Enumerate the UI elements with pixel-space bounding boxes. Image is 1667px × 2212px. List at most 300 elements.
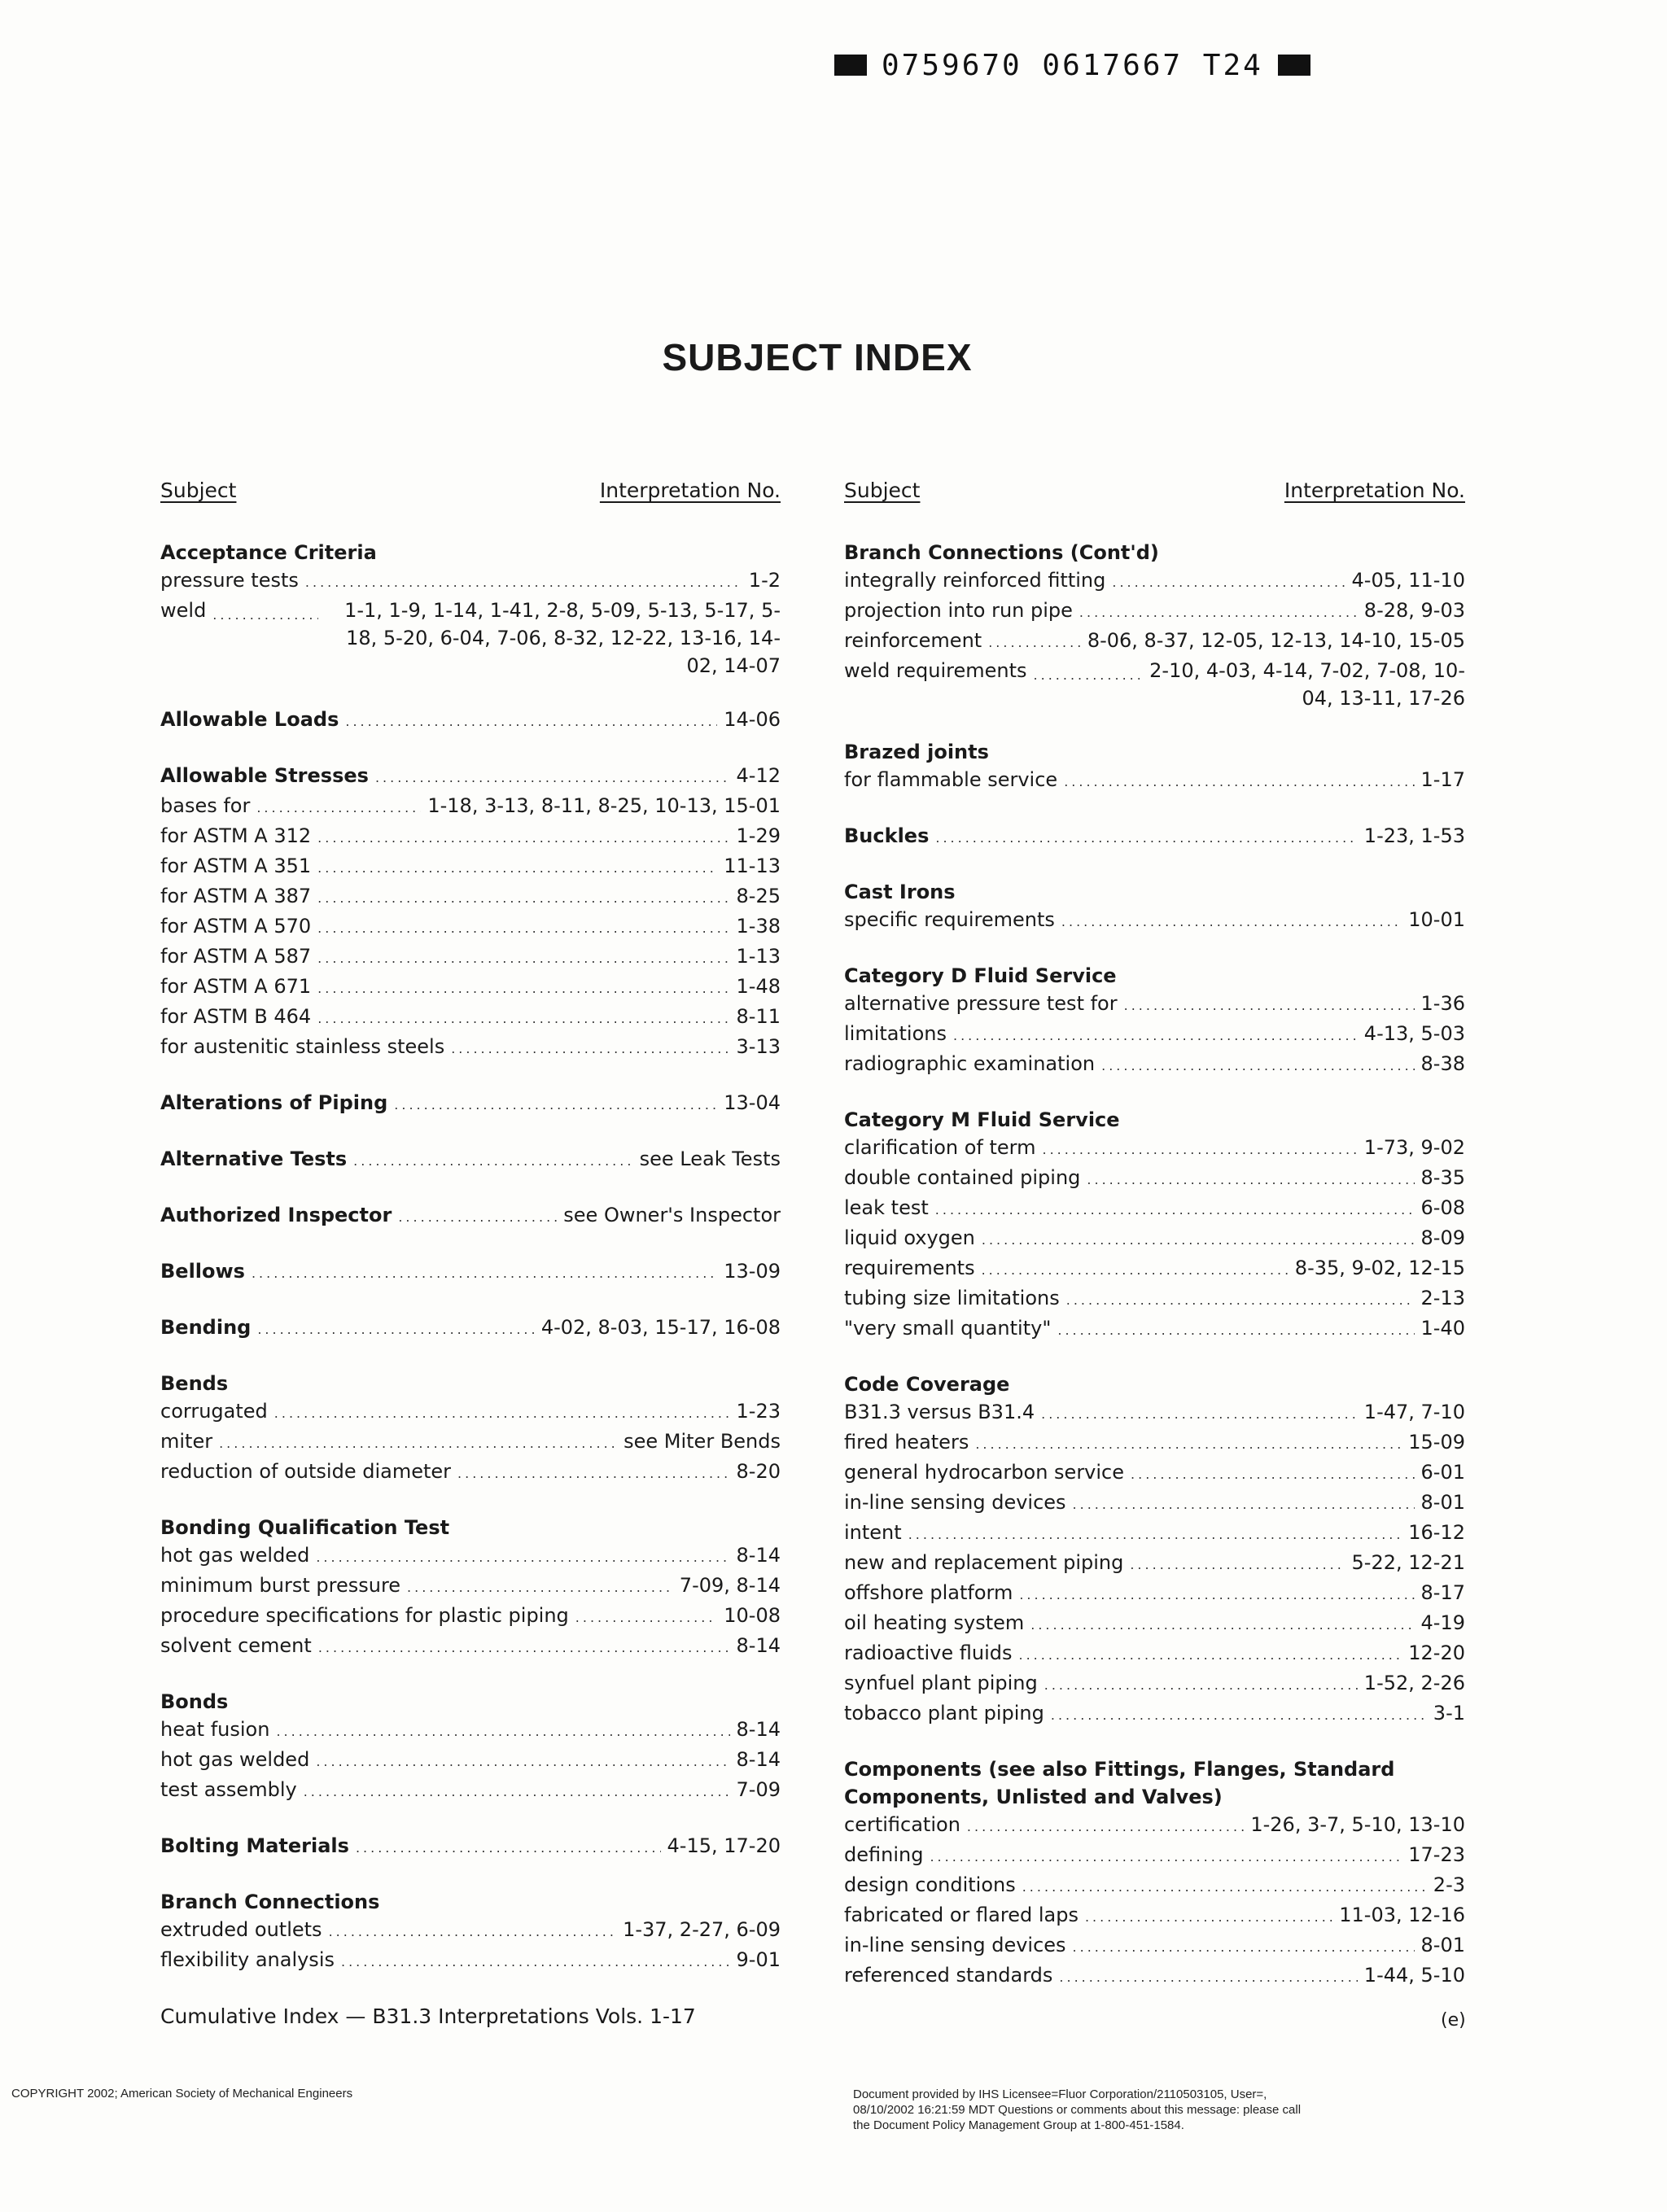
index-entry <box>160 1458 781 1488</box>
entry-label: solvent cement <box>160 1634 312 1657</box>
provider-line: Document provided by IHS Licensee=Fluor Corporation/2110503105, User=, <box>853 2087 1267 2101</box>
entry-label: Bending <box>160 1316 252 1339</box>
dot-leader <box>935 824 1357 852</box>
dot-leader <box>316 1544 729 1572</box>
index-heading: Acceptance Criteria <box>160 541 377 564</box>
entry-interpretation-numbers: see Owner's Inspector <box>563 1204 781 1226</box>
index-entry <box>160 1776 781 1806</box>
index-entry <box>844 906 1465 936</box>
index-entry <box>844 1549 1465 1579</box>
dot-leader <box>317 915 729 942</box>
entry-label: for ASTM A 387 <box>160 885 312 907</box>
index-heading-entry <box>160 762 781 792</box>
dot-leader <box>345 708 717 736</box>
index-entry <box>160 1716 781 1746</box>
entry-label: alternative pressure test for <box>844 992 1118 1015</box>
dot-leader <box>1043 1136 1358 1164</box>
index-section <box>160 1688 781 1806</box>
entry-interpretation-numbers: 2-3 <box>1433 1873 1465 1896</box>
entry-label: procedure specifications for plastic piping <box>160 1604 569 1627</box>
dot-leader <box>1101 1052 1414 1080</box>
entry-label: new and replacement piping <box>844 1551 1124 1574</box>
entry-label: corrugated <box>160 1400 268 1423</box>
index-column-right <box>844 479 1465 2017</box>
entry-interpretation-numbers: 4-12 <box>736 764 781 787</box>
index-entry <box>844 1901 1465 1931</box>
index-heading-entry <box>160 1257 781 1287</box>
dot-leader <box>212 601 318 629</box>
index-heading-entry <box>160 1145 781 1175</box>
dot-leader <box>1064 768 1414 796</box>
entry-label: for ASTM A 587 <box>160 945 312 968</box>
entry-interpretation-numbers: 16-12 <box>1408 1521 1465 1544</box>
index-entry <box>160 822 781 852</box>
index-entry <box>844 1961 1465 1991</box>
entry-label: "very small quantity" <box>844 1317 1052 1340</box>
index-entry <box>844 1669 1465 1699</box>
entry-interpretation-numbers: 8-09 <box>1420 1226 1465 1249</box>
entry-label: test assembly <box>160 1778 297 1801</box>
entry-label: Allowable Stresses <box>160 764 369 787</box>
entry-label: tobacco plant piping <box>844 1702 1044 1725</box>
entry-label: general hydrocarbon service <box>844 1461 1125 1484</box>
entry-interpretation-numbers: see Miter Bends <box>623 1430 781 1453</box>
index-entry <box>844 1314 1465 1344</box>
entry-interpretation-numbers: 8-38 <box>1420 1052 1465 1075</box>
dot-leader <box>1044 1672 1358 1699</box>
entry-label: fired heaters <box>844 1431 969 1454</box>
index-entry <box>844 1428 1465 1458</box>
index-section <box>160 1370 781 1488</box>
interpretation-header: Interpretation No. <box>599 479 781 502</box>
entry-interpretation-numbers: 13-04 <box>724 1091 781 1114</box>
entry-interpretation-numbers: 1-48 <box>736 975 781 998</box>
column-header <box>160 479 781 539</box>
entry-label: radioactive fluids <box>844 1642 1013 1664</box>
index-heading: Branch Connections (Cont'd) <box>844 541 1159 564</box>
entry-interpretation-numbers: 8-35 <box>1420 1166 1465 1189</box>
subject-header: Subject <box>844 479 921 502</box>
page-title: SUBJECT INDEX <box>662 336 973 378</box>
dot-leader <box>982 1226 1415 1254</box>
index-entry <box>844 1699 1465 1729</box>
entry-label: for austenitic stainless steels <box>160 1035 445 1058</box>
entry-label: B31.3 versus B31.4 <box>844 1401 1035 1423</box>
entry-interpretation-numbers: 8-14 <box>736 1634 781 1657</box>
entry-label: pressure tests <box>160 569 299 592</box>
entry-interpretation-numbers: 4-15, 17-20 <box>667 1834 781 1857</box>
entry-label: miter <box>160 1430 213 1453</box>
index-entry <box>844 1639 1465 1669</box>
index-heading: Bends <box>160 1372 229 1395</box>
dot-leader <box>1112 569 1345 597</box>
dot-leader <box>1079 599 1358 627</box>
index-heading: Components (see also Fittings, Flanges, Standard Components, Unlisted and Valves) <box>844 1758 1395 1808</box>
entry-label: leak test <box>844 1196 929 1219</box>
dot-leader <box>1130 1551 1345 1579</box>
dot-leader <box>1131 1461 1415 1489</box>
index-heading: Category M Fluid Service <box>844 1108 1120 1131</box>
entry-label: in-line sensing devices <box>844 1491 1066 1514</box>
dot-leader <box>1073 1491 1415 1519</box>
interpretation-header: Interpretation No. <box>1284 479 1465 502</box>
dot-leader <box>219 1430 617 1458</box>
entry-label: reinforcement <box>844 629 982 652</box>
dot-leader <box>274 1400 730 1427</box>
index-heading-entry <box>160 706 781 736</box>
index-entry <box>160 566 781 597</box>
index-heading: Branch Connections <box>160 1891 380 1913</box>
document-barcode <box>834 47 1339 83</box>
index-section <box>160 1201 781 1231</box>
entry-interpretation-numbers: 13-09 <box>724 1260 781 1283</box>
dot-leader <box>341 1948 730 1976</box>
index-entry <box>160 1397 781 1427</box>
dot-leader <box>1022 1873 1427 1901</box>
index-entry <box>160 1916 781 1946</box>
entry-label: Authorized Inspector <box>160 1204 392 1226</box>
dot-leader <box>935 1196 1415 1224</box>
entry-label: Bellows <box>160 1260 245 1283</box>
dot-leader <box>252 1260 717 1287</box>
index-entry <box>844 1134 1465 1164</box>
entry-interpretation-numbers: 1-23, 1-53 <box>1363 824 1465 847</box>
entry-label: tubing size limitations <box>844 1287 1060 1309</box>
index-section <box>844 822 1465 852</box>
index-section <box>160 1514 781 1662</box>
dot-leader <box>375 764 730 792</box>
entry-label: clarification of term <box>844 1136 1036 1159</box>
index-heading-entry <box>844 822 1465 852</box>
entry-interpretation-numbers: 8-01 <box>1420 1934 1465 1956</box>
entry-label: specific requirements <box>844 908 1055 931</box>
entry-label: for ASTM A 570 <box>160 915 312 938</box>
entry-interpretation-numbers: 1-17 <box>1420 768 1465 791</box>
entry-interpretation-numbers: 1-1, 1-9, 1-14, 1-41, 2-8, 5-09, 5-13, 5-17, 5-18, 5-20, 6-04, 7-06, 8-32, 12-22, 13-16, 14-02, 14-07 <box>344 599 781 677</box>
entry-label: double contained piping <box>844 1166 1081 1189</box>
column-header <box>844 479 1465 539</box>
dot-leader <box>953 1022 1358 1050</box>
entry-label: projection into run pipe <box>844 599 1073 622</box>
entry-label: certification <box>844 1813 960 1836</box>
entry-label: requirements <box>844 1257 975 1279</box>
entry-label: flexibility analysis <box>160 1948 335 1971</box>
entry-interpretation-numbers: 8-14 <box>736 1718 781 1741</box>
entry-label: bases for <box>160 794 251 817</box>
index-heading: Bonds <box>160 1690 229 1713</box>
entry-interpretation-numbers: 1-37, 2-27, 6-09 <box>623 1918 781 1941</box>
index-section <box>160 1314 781 1344</box>
entry-interpretation-numbers: 1-73, 9-02 <box>1363 1136 1465 1159</box>
entry-label: reduction of outside diameter <box>160 1460 452 1483</box>
index-entry <box>844 1194 1465 1224</box>
entry-label: radiographic examination <box>844 1052 1096 1075</box>
index-entry <box>160 1632 781 1662</box>
index-section <box>160 1888 781 1976</box>
index-entry <box>160 882 781 912</box>
entry-interpretation-numbers: 15-09 <box>1408 1431 1465 1454</box>
entry-interpretation-numbers: 3-1 <box>1433 1702 1465 1725</box>
dot-leader <box>1085 1904 1332 1931</box>
index-entry <box>844 1020 1465 1050</box>
entry-label: Alternative Tests <box>160 1148 348 1170</box>
dot-leader <box>317 824 729 852</box>
entry-label: liquid oxygen <box>844 1226 975 1249</box>
index-heading-entry <box>160 1089 781 1119</box>
dot-leader <box>1057 1317 1414 1344</box>
dot-leader <box>317 1005 729 1033</box>
copyright-notice: COPYRIGHT 2002; American Society of Mechanical Engineers <box>11 2087 353 2101</box>
index-entry <box>844 657 1465 712</box>
index-entry <box>160 1746 781 1776</box>
entry-label: limitations <box>844 1022 947 1045</box>
entry-interpretation-numbers: 14-06 <box>724 708 781 731</box>
entry-interpretation-numbers: 4-05, 11-10 <box>1351 569 1465 592</box>
entry-interpretation-numbers: 1-38 <box>736 915 781 938</box>
index-entry <box>844 1224 1465 1254</box>
barcode-block-right <box>1278 55 1310 76</box>
entry-label: for ASTM A 671 <box>160 975 312 998</box>
entry-interpretation-numbers: 6-08 <box>1420 1196 1465 1219</box>
index-entry <box>844 1841 1465 1871</box>
entry-label: integrally reinforced fitting <box>844 569 1106 592</box>
index-section <box>844 539 1465 712</box>
entry-interpretation-numbers: 2-13 <box>1420 1287 1465 1309</box>
index-list-right <box>844 539 1465 1991</box>
entry-label: for flammable service <box>844 768 1058 791</box>
entry-interpretation-numbers: see Leak Tests <box>639 1148 781 1170</box>
entry-label: fabricated or flared laps <box>844 1904 1079 1926</box>
entry-interpretation-numbers: 17-23 <box>1408 1843 1465 1866</box>
entry-label: offshore platform <box>844 1581 1013 1604</box>
entry-label: Bolting Materials <box>160 1834 349 1857</box>
index-entry <box>160 792 781 822</box>
index-entry <box>844 566 1465 597</box>
entry-interpretation-numbers: 3-13 <box>736 1035 781 1058</box>
entry-interpretation-numbers: 11-13 <box>724 855 781 877</box>
dot-leader <box>908 1521 1402 1549</box>
index-section <box>160 1145 781 1175</box>
provider-notice <box>853 2087 1439 2133</box>
entry-interpretation-numbers: 8-28, 9-03 <box>1363 599 1465 622</box>
dot-leader <box>394 1091 717 1119</box>
entry-label: minimum burst pressure <box>160 1574 401 1597</box>
dot-leader <box>457 1460 730 1488</box>
index-entry <box>844 597 1465 627</box>
index-section <box>160 539 781 680</box>
barcode-text: 0759670 0617667 T24 <box>882 48 1263 82</box>
index-section <box>844 878 1465 936</box>
dot-leader <box>451 1035 729 1063</box>
entry-label: defining <box>844 1843 924 1866</box>
entry-label: weld requirements <box>844 659 1027 682</box>
dot-leader <box>329 1918 617 1946</box>
index-entry <box>160 852 781 882</box>
dot-leader <box>930 1843 1402 1871</box>
entry-interpretation-numbers: 4-02, 8-03, 15-17, 16-08 <box>540 1316 781 1339</box>
index-entry <box>844 1284 1465 1314</box>
dot-leader <box>317 855 717 882</box>
index-heading-entry <box>160 1314 781 1344</box>
entry-interpretation-numbers: 1-52, 2-26 <box>1363 1672 1465 1694</box>
entry-interpretation-numbers: 8-14 <box>736 1544 781 1567</box>
dot-leader <box>317 885 729 912</box>
dot-leader <box>1073 1934 1415 1961</box>
dot-leader <box>982 1257 1289 1284</box>
entry-label: for ASTM A 312 <box>160 824 312 847</box>
index-heading: Code Coverage <box>844 1373 1010 1396</box>
entry-interpretation-numbers: 6-01 <box>1420 1461 1465 1484</box>
entry-interpretation-numbers: 7-09, 8-14 <box>679 1574 781 1597</box>
entry-interpretation-numbers: 1-23 <box>736 1400 781 1423</box>
dot-leader <box>256 794 421 822</box>
dot-leader <box>317 945 729 973</box>
entry-label: referenced standards <box>844 1964 1053 1987</box>
entry-interpretation-numbers: 5-22, 12-21 <box>1351 1551 1465 1574</box>
entry-interpretation-numbers: 1-29 <box>736 824 781 847</box>
index-section <box>844 962 1465 1080</box>
subject-header: Subject <box>160 479 237 502</box>
index-entry <box>844 627 1465 657</box>
index-entry <box>160 1572 781 1602</box>
index-section <box>160 1832 781 1862</box>
dot-leader <box>305 569 742 597</box>
index-entry <box>160 1003 781 1033</box>
footer-index-title: Cumulative Index — B31.3 Interpretations Vols. 1-17 <box>160 2004 696 2028</box>
entry-label: Alterations of Piping <box>160 1091 388 1114</box>
dot-leader <box>276 1718 729 1746</box>
index-entry <box>160 597 781 680</box>
dot-leader <box>1124 992 1415 1020</box>
entry-label: in-line sensing devices <box>844 1934 1066 1956</box>
index-entry <box>844 1398 1465 1428</box>
entry-label: synfuel plant piping <box>844 1672 1038 1694</box>
index-entry <box>160 1602 781 1632</box>
provider-line: the Document Policy Management Group at 1-800-451-1584. <box>853 2118 1184 2132</box>
dot-leader <box>316 1748 729 1776</box>
index-entry <box>844 1164 1465 1194</box>
index-entry <box>160 942 781 973</box>
entry-interpretation-numbers: 8-17 <box>1420 1581 1465 1604</box>
entry-interpretation-numbers: 1-2 <box>748 569 781 592</box>
dot-leader <box>407 1574 673 1602</box>
index-entry <box>160 912 781 942</box>
entry-interpretation-numbers: 8-01 <box>1420 1491 1465 1514</box>
index-section <box>844 738 1465 796</box>
entry-label: oil heating system <box>844 1611 1025 1634</box>
index-entry <box>160 1427 781 1458</box>
index-entry <box>160 1946 781 1976</box>
entry-interpretation-numbers: 1-13 <box>736 945 781 968</box>
entry-label: hot gas welded <box>160 1748 310 1771</box>
dot-leader <box>1034 662 1140 689</box>
entry-interpretation-numbers: 4-19 <box>1420 1611 1465 1634</box>
dot-leader <box>1087 1166 1414 1194</box>
index-entry <box>160 1033 781 1063</box>
entry-label: intent <box>844 1521 902 1544</box>
entry-interpretation-numbers: 1-47, 7-10 <box>1363 1401 1465 1423</box>
entry-label: heat fusion <box>160 1718 270 1741</box>
entry-interpretation-numbers: 7-09 <box>736 1778 781 1801</box>
dot-leader <box>1018 1642 1402 1669</box>
dot-leader <box>317 975 729 1003</box>
dot-leader <box>1061 908 1402 936</box>
entry-interpretation-numbers: 10-08 <box>724 1604 781 1627</box>
dot-leader <box>257 1316 534 1344</box>
entry-interpretation-numbers: 8-25 <box>736 885 781 907</box>
index-heading: Bonding Qualification Test <box>160 1516 450 1539</box>
entry-interpretation-numbers: 8-20 <box>736 1460 781 1483</box>
entry-interpretation-numbers: 8-06, 8-37, 12-05, 12-13, 14-10, 15-05 <box>1087 629 1465 652</box>
index-column-left <box>160 479 781 2002</box>
entry-label: Allowable Loads <box>160 708 339 731</box>
entry-label: extruded outlets <box>160 1918 322 1941</box>
provider-line: 08/10/2002 16:21:59 MDT Questions or comments about this message: please call <box>853 2103 1302 2117</box>
index-entry <box>844 1489 1465 1519</box>
dot-leader <box>1066 1287 1415 1314</box>
index-heading-entry <box>160 1201 781 1231</box>
entry-interpretation-numbers: 11-03, 12-16 <box>1339 1904 1465 1926</box>
index-entry <box>844 990 1465 1020</box>
dot-leader <box>988 629 1081 657</box>
index-section <box>160 1089 781 1119</box>
entry-interpretation-numbers: 4-13, 5-03 <box>1363 1022 1465 1045</box>
dot-leader <box>356 1834 661 1862</box>
footer-page-mark: (e) <box>1441 2010 1466 2031</box>
index-heading: Category D Fluid Service <box>844 964 1117 987</box>
entry-interpretation-numbers: 8-11 <box>736 1005 781 1028</box>
index-entry <box>844 1609 1465 1639</box>
entry-label: for ASTM B 464 <box>160 1005 312 1028</box>
dot-leader <box>398 1204 557 1231</box>
dot-leader <box>353 1148 632 1175</box>
index-entry <box>844 1811 1465 1841</box>
entry-interpretation-numbers: 8-35, 9-02, 12-15 <box>1294 1257 1465 1279</box>
index-heading-entry <box>160 1832 781 1862</box>
dot-leader <box>575 1604 717 1632</box>
entry-interpretation-numbers: 9-01 <box>736 1948 781 1971</box>
dot-leader <box>1051 1702 1427 1729</box>
index-entry <box>844 1931 1465 1961</box>
entry-interpretation-numbers: 1-18, 3-13, 8-11, 8-25, 10-13, 15-01 <box>427 794 781 817</box>
barcode-block-left <box>834 55 867 76</box>
index-entry <box>844 1050 1465 1080</box>
index-entry <box>844 766 1465 796</box>
entry-label: Buckles <box>844 824 930 847</box>
index-entry <box>844 1871 1465 1901</box>
entry-interpretation-numbers: 1-36 <box>1420 992 1465 1015</box>
index-section <box>160 706 781 736</box>
index-entry <box>844 1458 1465 1489</box>
index-section <box>844 1755 1465 1991</box>
index-section <box>160 762 781 1063</box>
index-section <box>844 1370 1465 1729</box>
index-entry <box>844 1254 1465 1284</box>
index-entry <box>160 973 781 1003</box>
entry-interpretation-numbers: 10-01 <box>1408 908 1465 931</box>
entry-interpretation-numbers: 1-40 <box>1420 1317 1465 1340</box>
entry-interpretation-numbers: 2-10, 4-03, 4-14, 7-02, 7-08, 10-04, 13-11, 17-26 <box>1149 659 1465 710</box>
dot-leader <box>1030 1611 1414 1639</box>
dot-leader <box>1059 1964 1357 1991</box>
dot-leader <box>1041 1401 1358 1428</box>
dot-leader <box>318 1634 730 1662</box>
entry-label: for ASTM A 351 <box>160 855 312 877</box>
entry-interpretation-numbers: 12-20 <box>1408 1642 1465 1664</box>
entry-interpretation-numbers: 8-14 <box>736 1748 781 1771</box>
index-section <box>844 1106 1465 1344</box>
dot-leader <box>967 1813 1244 1841</box>
